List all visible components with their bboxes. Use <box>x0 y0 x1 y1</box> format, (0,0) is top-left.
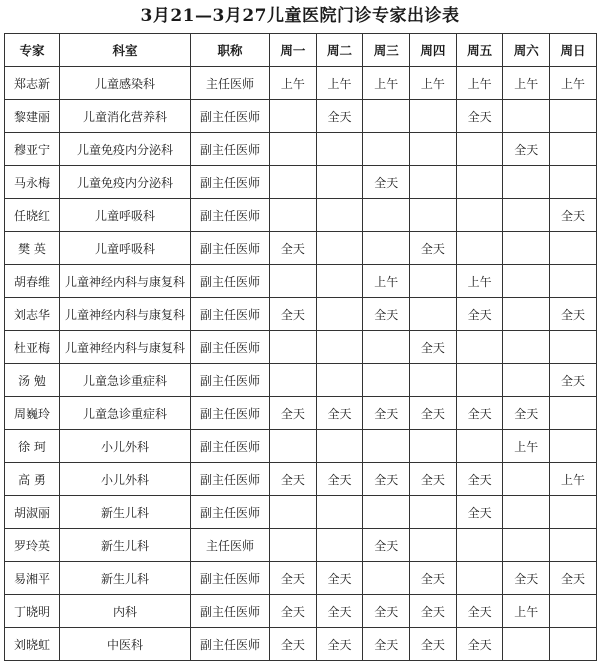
thursday-schedule-cell: 全天 <box>410 232 457 265</box>
department-cell: 新生儿科 <box>60 496 191 529</box>
thursday-schedule-cell <box>410 430 457 463</box>
monday-schedule-cell <box>270 430 317 463</box>
tuesday-schedule-cell: 全天 <box>316 100 363 133</box>
saturday-schedule-cell <box>503 364 550 397</box>
header-friday: 周五 <box>456 34 503 67</box>
expert-name-cell: 杜亚梅 <box>5 331 60 364</box>
monday-schedule-cell <box>270 133 317 166</box>
expert-name-cell: 周巍玲 <box>5 397 60 430</box>
monday-schedule-cell: 上午 <box>270 67 317 100</box>
monday-schedule-cell: 全天 <box>270 595 317 628</box>
wednesday-schedule-cell: 全天 <box>363 166 410 199</box>
tuesday-schedule-cell: 全天 <box>316 628 363 661</box>
job-title-cell: 副主任医师 <box>191 133 270 166</box>
job-title-cell: 副主任医师 <box>191 595 270 628</box>
sunday-schedule-cell <box>550 133 597 166</box>
wednesday-schedule-cell <box>363 331 410 364</box>
thursday-schedule-cell <box>410 199 457 232</box>
friday-schedule-cell: 上午 <box>456 265 503 298</box>
job-title-cell: 副主任医师 <box>191 628 270 661</box>
expert-name-cell: 马永梅 <box>5 166 60 199</box>
department-cell: 中医科 <box>60 628 191 661</box>
saturday-schedule-cell: 上午 <box>503 67 550 100</box>
tuesday-schedule-cell: 全天 <box>316 463 363 496</box>
saturday-schedule-cell <box>503 298 550 331</box>
sunday-schedule-cell: 全天 <box>550 298 597 331</box>
sunday-schedule-cell <box>550 529 597 562</box>
table-row <box>5 265 597 298</box>
expert-name-cell: 穆亚宁 <box>5 133 60 166</box>
expert-name-cell: 罗玲英 <box>5 529 60 562</box>
job-title-cell: 副主任医师 <box>191 298 270 331</box>
tuesday-schedule-cell <box>316 430 363 463</box>
friday-schedule-cell <box>456 364 503 397</box>
wednesday-schedule-cell: 全天 <box>363 298 410 331</box>
monday-schedule-cell <box>270 496 317 529</box>
department-cell: 内科 <box>60 595 191 628</box>
wednesday-schedule-cell: 上午 <box>363 265 410 298</box>
table-row <box>5 166 597 199</box>
department-cell: 儿童呼吸科 <box>60 232 191 265</box>
sunday-schedule-cell <box>550 100 597 133</box>
monday-schedule-cell: 全天 <box>270 463 317 496</box>
header-monday: 周一 <box>270 34 317 67</box>
saturday-schedule-cell <box>503 166 550 199</box>
thursday-schedule-cell <box>410 529 457 562</box>
job-title-cell: 副主任医师 <box>191 562 270 595</box>
saturday-schedule-cell: 全天 <box>503 397 550 430</box>
tuesday-schedule-cell <box>316 496 363 529</box>
thursday-schedule-cell: 上午 <box>410 67 457 100</box>
expert-name-cell: 刘志华 <box>5 298 60 331</box>
thursday-schedule-cell <box>410 166 457 199</box>
friday-schedule-cell: 全天 <box>456 595 503 628</box>
saturday-schedule-cell <box>503 100 550 133</box>
expert-name-cell: 樊 英 <box>5 232 60 265</box>
header-saturday: 周六 <box>503 34 550 67</box>
expert-name-cell: 胡春维 <box>5 265 60 298</box>
wednesday-schedule-cell: 全天 <box>363 595 410 628</box>
saturday-schedule-cell <box>503 331 550 364</box>
friday-schedule-cell: 全天 <box>456 496 503 529</box>
department-cell: 儿童呼吸科 <box>60 199 191 232</box>
sunday-schedule-cell: 上午 <box>550 67 597 100</box>
monday-schedule-cell: 全天 <box>270 397 317 430</box>
job-title-cell: 副主任医师 <box>191 463 270 496</box>
department-cell: 儿童急诊重症科 <box>60 364 191 397</box>
thursday-schedule-cell <box>410 133 457 166</box>
saturday-schedule-cell <box>503 529 550 562</box>
department-cell: 儿童神经内科与康复科 <box>60 331 191 364</box>
tuesday-schedule-cell: 上午 <box>316 67 363 100</box>
tuesday-schedule-cell <box>316 133 363 166</box>
department-cell: 儿童免疫内分泌科 <box>60 166 191 199</box>
expert-name-cell: 徐 珂 <box>5 430 60 463</box>
job-title-cell: 主任医师 <box>191 529 270 562</box>
tuesday-schedule-cell: 全天 <box>316 562 363 595</box>
tuesday-schedule-cell <box>316 298 363 331</box>
wednesday-schedule-cell <box>363 364 410 397</box>
thursday-schedule-cell: 全天 <box>410 628 457 661</box>
job-title-cell: 副主任医师 <box>191 364 270 397</box>
table-row <box>5 595 597 628</box>
thursday-schedule-cell: 全天 <box>410 562 457 595</box>
header-expert: 专家 <box>5 34 60 67</box>
saturday-schedule-cell: 上午 <box>503 430 550 463</box>
department-cell: 儿童感染科 <box>60 67 191 100</box>
department-cell: 小儿外科 <box>60 430 191 463</box>
sunday-schedule-cell: 全天 <box>550 562 597 595</box>
table-row <box>5 496 597 529</box>
table-row <box>5 232 597 265</box>
thursday-schedule-cell: 全天 <box>410 595 457 628</box>
friday-schedule-cell: 全天 <box>456 463 503 496</box>
tuesday-schedule-cell <box>316 166 363 199</box>
table-row <box>5 364 597 397</box>
friday-schedule-cell <box>456 166 503 199</box>
wednesday-schedule-cell <box>363 496 410 529</box>
department-cell: 儿童免疫内分泌科 <box>60 133 191 166</box>
department-cell: 新生儿科 <box>60 529 191 562</box>
friday-schedule-cell: 全天 <box>456 100 503 133</box>
thursday-schedule-cell <box>410 298 457 331</box>
friday-schedule-cell <box>456 529 503 562</box>
table-row <box>5 67 597 100</box>
monday-schedule-cell: 全天 <box>270 232 317 265</box>
schedule-body <box>5 67 597 661</box>
document-title: 3月21—3月27儿童医院门诊专家出诊表 <box>140 6 460 26</box>
sunday-schedule-cell <box>550 595 597 628</box>
table-row <box>5 430 597 463</box>
tuesday-schedule-cell: 全天 <box>316 397 363 430</box>
header-sunday: 周日 <box>550 34 597 67</box>
wednesday-schedule-cell <box>363 232 410 265</box>
friday-schedule-cell <box>456 133 503 166</box>
saturday-schedule-cell <box>503 463 550 496</box>
wednesday-schedule-cell <box>363 100 410 133</box>
expert-name-cell: 汤 勉 <box>5 364 60 397</box>
table-row <box>5 298 597 331</box>
job-title-cell: 主任医师 <box>191 67 270 100</box>
monday-schedule-cell <box>270 265 317 298</box>
thursday-schedule-cell <box>410 496 457 529</box>
sunday-schedule-cell <box>550 628 597 661</box>
wednesday-schedule-cell: 上午 <box>363 67 410 100</box>
header-department: 科室 <box>60 34 191 67</box>
wednesday-schedule-cell <box>363 133 410 166</box>
header-title: 职称 <box>191 34 270 67</box>
tuesday-schedule-cell <box>316 364 363 397</box>
department-cell: 新生儿科 <box>60 562 191 595</box>
sunday-schedule-cell <box>550 430 597 463</box>
expert-name-cell: 高 勇 <box>5 463 60 496</box>
expert-name-cell: 易湘平 <box>5 562 60 595</box>
job-title-cell: 副主任医师 <box>191 430 270 463</box>
sunday-schedule-cell: 全天 <box>550 364 597 397</box>
monday-schedule-cell: 全天 <box>270 562 317 595</box>
schedule-table <box>4 33 597 661</box>
friday-schedule-cell <box>456 331 503 364</box>
tuesday-schedule-cell <box>316 232 363 265</box>
sunday-schedule-cell <box>550 397 597 430</box>
job-title-cell: 副主任医师 <box>191 232 270 265</box>
monday-schedule-cell <box>270 529 317 562</box>
sunday-schedule-cell: 上午 <box>550 463 597 496</box>
sunday-schedule-cell <box>550 166 597 199</box>
friday-schedule-cell: 上午 <box>456 67 503 100</box>
thursday-schedule-cell <box>410 100 457 133</box>
table-row <box>5 100 597 133</box>
saturday-schedule-cell <box>503 232 550 265</box>
saturday-schedule-cell: 全天 <box>503 133 550 166</box>
sunday-schedule-cell <box>550 265 597 298</box>
friday-schedule-cell <box>456 199 503 232</box>
friday-schedule-cell <box>456 430 503 463</box>
monday-schedule-cell <box>270 166 317 199</box>
tuesday-schedule-cell <box>316 529 363 562</box>
saturday-schedule-cell <box>503 265 550 298</box>
tuesday-schedule-cell <box>316 331 363 364</box>
saturday-schedule-cell: 上午 <box>503 595 550 628</box>
wednesday-schedule-cell <box>363 562 410 595</box>
sunday-schedule-cell <box>550 232 597 265</box>
monday-schedule-cell <box>270 100 317 133</box>
table-row <box>5 397 597 430</box>
expert-name-cell: 黎建丽 <box>5 100 60 133</box>
table-row <box>5 331 597 364</box>
friday-schedule-cell: 全天 <box>456 628 503 661</box>
sunday-schedule-cell <box>550 496 597 529</box>
header-tuesday: 周二 <box>316 34 363 67</box>
table-row <box>5 463 597 496</box>
job-title-cell: 副主任医师 <box>191 496 270 529</box>
monday-schedule-cell: 全天 <box>270 298 317 331</box>
job-title-cell: 副主任医师 <box>191 331 270 364</box>
thursday-schedule-cell: 全天 <box>410 397 457 430</box>
monday-schedule-cell: 全天 <box>270 628 317 661</box>
job-title-cell: 副主任医师 <box>191 166 270 199</box>
job-title-cell: 副主任医师 <box>191 100 270 133</box>
expert-name-cell: 郑志新 <box>5 67 60 100</box>
monday-schedule-cell <box>270 199 317 232</box>
department-cell: 儿童急诊重症科 <box>60 397 191 430</box>
table-row <box>5 199 597 232</box>
header-thursday: 周四 <box>410 34 457 67</box>
friday-schedule-cell <box>456 232 503 265</box>
saturday-schedule-cell: 全天 <box>503 562 550 595</box>
department-cell: 儿童神经内科与康复科 <box>60 298 191 331</box>
wednesday-schedule-cell: 全天 <box>363 628 410 661</box>
header-wednesday: 周三 <box>363 34 410 67</box>
expert-name-cell: 丁晓明 <box>5 595 60 628</box>
thursday-schedule-cell <box>410 265 457 298</box>
tuesday-schedule-cell <box>316 265 363 298</box>
tuesday-schedule-cell <box>316 199 363 232</box>
expert-name-cell: 任晓红 <box>5 199 60 232</box>
saturday-schedule-cell <box>503 628 550 661</box>
expert-name-cell: 刘晓虹 <box>5 628 60 661</box>
wednesday-schedule-cell <box>363 199 410 232</box>
table-header-row <box>5 34 597 67</box>
wednesday-schedule-cell: 全天 <box>363 397 410 430</box>
sunday-schedule-cell <box>550 331 597 364</box>
table-row <box>5 628 597 661</box>
wednesday-schedule-cell: 全天 <box>363 529 410 562</box>
wednesday-schedule-cell: 全天 <box>363 463 410 496</box>
saturday-schedule-cell <box>503 199 550 232</box>
job-title-cell: 副主任医师 <box>191 397 270 430</box>
friday-schedule-cell: 全天 <box>456 397 503 430</box>
friday-schedule-cell <box>456 562 503 595</box>
monday-schedule-cell <box>270 364 317 397</box>
table-row <box>5 562 597 595</box>
wednesday-schedule-cell <box>363 430 410 463</box>
department-cell: 小儿外科 <box>60 463 191 496</box>
job-title-cell: 副主任医师 <box>191 265 270 298</box>
thursday-schedule-cell: 全天 <box>410 331 457 364</box>
friday-schedule-cell: 全天 <box>456 298 503 331</box>
sunday-schedule-cell: 全天 <box>550 199 597 232</box>
saturday-schedule-cell <box>503 496 550 529</box>
table-row <box>5 529 597 562</box>
department-cell: 儿童消化营养科 <box>60 100 191 133</box>
thursday-schedule-cell <box>410 364 457 397</box>
monday-schedule-cell <box>270 331 317 364</box>
job-title-cell: 副主任医师 <box>191 199 270 232</box>
expert-name-cell: 胡淑丽 <box>5 496 60 529</box>
department-cell: 儿童神经内科与康复科 <box>60 265 191 298</box>
table-row <box>5 133 597 166</box>
thursday-schedule-cell: 全天 <box>410 463 457 496</box>
tuesday-schedule-cell: 全天 <box>316 595 363 628</box>
